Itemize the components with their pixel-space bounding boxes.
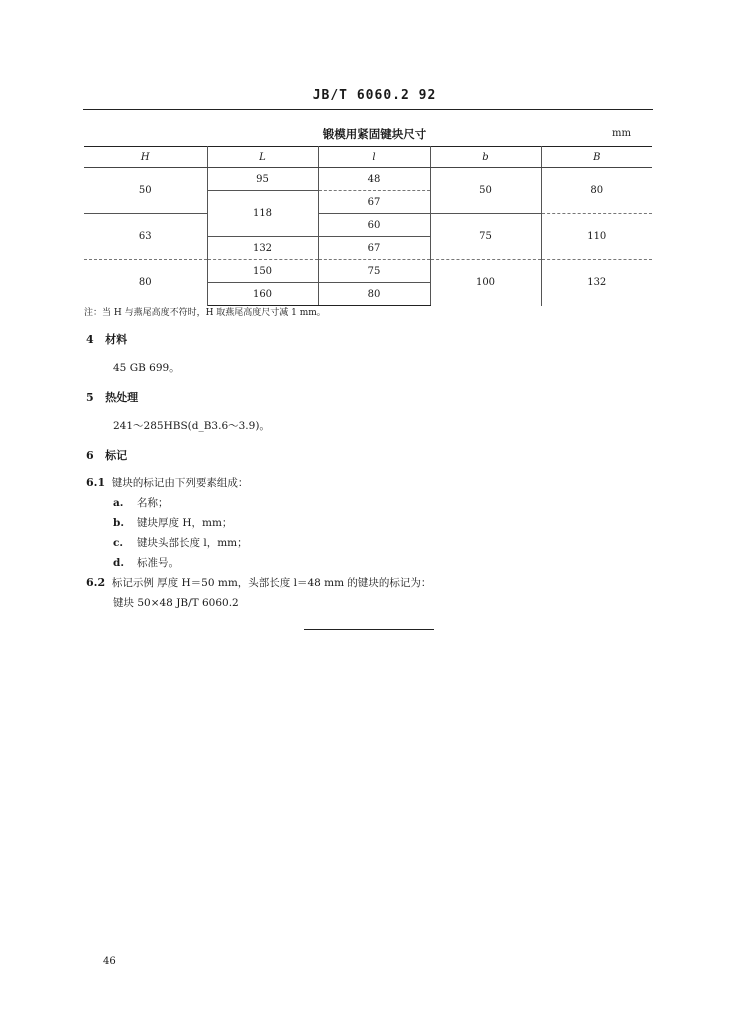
cell-L: 132	[207, 237, 318, 260]
cell-b: 50	[430, 168, 541, 214]
col-header-H: H	[84, 147, 207, 168]
table-unit: mm	[612, 128, 631, 139]
section-6-heading	[86, 447, 127, 463]
list-label: b.	[113, 517, 124, 529]
list-label: d.	[113, 557, 124, 569]
cell-l: 75	[318, 260, 430, 283]
list-item	[113, 555, 179, 570]
cell-B: 132	[587, 277, 607, 289]
table-header-row	[84, 147, 652, 168]
list-text: 键块头部长度 l，mm；	[137, 537, 248, 549]
cell-l: 67	[318, 237, 430, 260]
cell-l: 67	[318, 191, 430, 214]
cell-L: 95	[207, 168, 318, 191]
page-header: JB/T 6060.2 92	[312, 88, 437, 103]
section-5-body: 241～285HBS(d_B3.6～3.9)。	[113, 420, 270, 432]
cell-H: 63	[84, 214, 207, 260]
table-title: 锻模用紧固键块尺寸	[322, 127, 427, 141]
list-item	[113, 535, 248, 550]
cell-L: 160	[207, 283, 318, 306]
section-title: 材料	[105, 333, 128, 346]
clause-text: 键块的标记由下列要素组成：	[111, 477, 249, 489]
list-text: 名称；	[137, 497, 169, 509]
table-row	[84, 260, 652, 283]
clause-6-1	[86, 475, 248, 490]
cell-l: 60	[318, 214, 430, 237]
cell-H: 50	[84, 168, 207, 214]
col-header-L: L	[207, 147, 318, 168]
section-number: 4	[86, 333, 94, 346]
marking-example: 键块 50×48 JB/T 6060.2	[113, 597, 239, 609]
page-number: 46	[103, 956, 116, 967]
cell-L: 150	[207, 260, 318, 283]
table-note: 注：当 H 与燕尾高度不符时，H 取燕尾高度尺寸减 1 mm。	[84, 308, 326, 318]
cell-B: 80	[541, 168, 652, 214]
header-rule	[83, 109, 653, 110]
list-text: 标准号。	[137, 557, 179, 569]
list-item	[113, 495, 169, 510]
list-text: 键块厚度 H，mm；	[137, 517, 233, 529]
end-rule	[304, 629, 434, 630]
list-label: c.	[113, 537, 124, 549]
col-header-l: l	[318, 147, 430, 168]
cell-b: 100	[430, 260, 541, 306]
section-4-heading	[86, 331, 127, 347]
cell-b: 75	[430, 214, 541, 260]
cell-l: 80	[318, 283, 430, 306]
dimension-table	[84, 146, 652, 306]
section-number: 5	[86, 391, 94, 404]
list-item	[113, 515, 232, 530]
cell-B: 110	[541, 214, 652, 260]
clause-number: 6.1	[86, 476, 106, 489]
section-title: 热处理	[105, 391, 139, 404]
clause-6-2	[86, 575, 431, 590]
col-header-b: b	[430, 147, 541, 168]
section-5-heading	[86, 389, 138, 405]
section-title: 标记	[105, 449, 128, 462]
clause-number: 6.2	[86, 576, 106, 589]
table-row	[84, 214, 652, 237]
cell-L: 118	[207, 191, 318, 237]
table-row	[84, 168, 652, 191]
clause-text: 标记示例 厚度 H＝50 mm，头部长度 l＝48 mm 的键块的标记为：	[111, 577, 432, 589]
list-label: a.	[113, 497, 124, 509]
cell-l: 48	[318, 168, 430, 191]
cell-H: 80	[84, 260, 207, 306]
section-number: 6	[86, 449, 94, 462]
section-4-body: 45 GB 699。	[113, 362, 180, 374]
col-header-B: B	[541, 147, 652, 168]
